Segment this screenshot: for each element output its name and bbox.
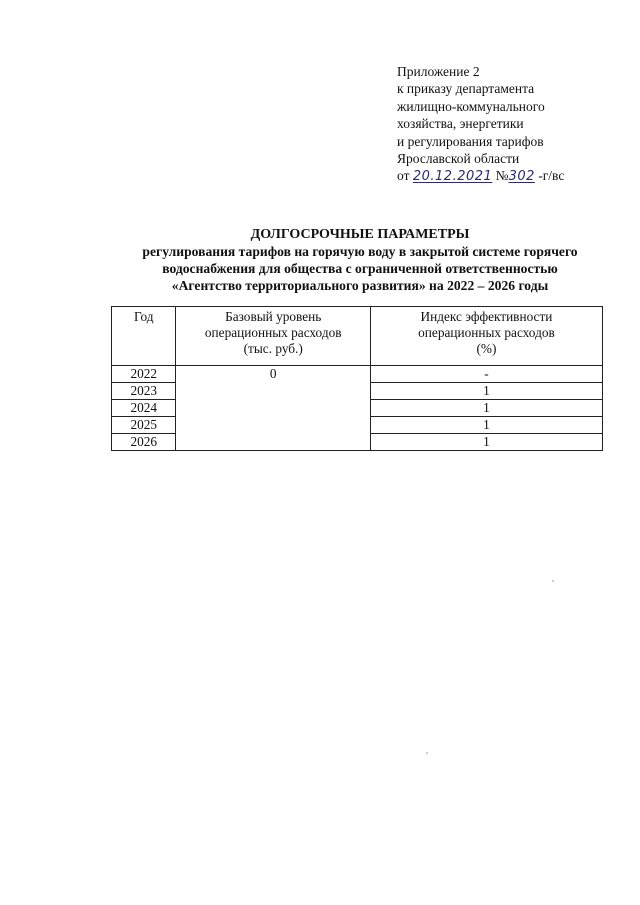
order-date-number-line	[397, 167, 632, 185]
appendix-line: жилищно-коммунального	[397, 98, 545, 114]
year-cell: 2026	[112, 434, 176, 451]
header-text: (тыс. руб.)	[243, 341, 303, 356]
table-row	[112, 366, 603, 383]
scan-speck	[426, 752, 428, 754]
year-cell: 2022	[112, 366, 176, 383]
year-cell: 2023	[112, 383, 176, 400]
appendix-line: Ярославской области	[397, 151, 520, 167]
appendix-block	[397, 63, 632, 186]
order-date: 20.12.2021	[412, 169, 493, 185]
index-cell: 1	[370, 400, 602, 417]
order-number: 302	[508, 169, 535, 185]
year-cell: 2024	[112, 400, 176, 417]
header-text: Базовый уровень	[225, 309, 322, 324]
number-prefix: №	[495, 168, 509, 184]
header-base-level	[176, 307, 370, 366]
scan-speck	[552, 580, 554, 582]
header-text: операционных расходов	[204, 325, 342, 340]
title-heading: ДОЛГОСРОЧНЫЕ ПАРАМЕТРЫ	[250, 227, 470, 242]
title-line: регулирования тарифов на горячую воду в закрытой системе горячего	[142, 244, 578, 259]
header-text: операционных расходов	[418, 325, 555, 340]
date-prefix: от	[397, 168, 410, 184]
header-text: Индекс эффективности	[420, 309, 553, 324]
appendix-line: хозяйства, энергетики	[397, 116, 524, 132]
appendix-line: и регулирования тарифов	[397, 133, 544, 149]
number-suffix: -г/вс	[538, 168, 565, 184]
index-cell: 1	[370, 434, 602, 451]
header-efficiency-index	[370, 307, 602, 366]
title-line: «Агентство территориального развития» на 2022 – 2026 годы	[171, 278, 549, 293]
year-cell: 2025	[112, 417, 176, 434]
appendix-line: к приказу департамента	[397, 81, 535, 97]
title-line: водоснабжения для общества с ограниченной ответственностью	[162, 261, 558, 276]
table-header-row	[112, 307, 603, 366]
document-title	[100, 226, 620, 294]
header-text: (%)	[476, 341, 497, 356]
index-cell: -	[370, 366, 602, 383]
appendix-line: Приложение 2	[397, 64, 480, 79]
parameters-table	[111, 306, 603, 451]
base-level-cell: 0	[176, 366, 370, 451]
index-cell: 1	[370, 417, 602, 434]
index-cell: 1	[370, 383, 602, 400]
header-year: Год	[112, 307, 176, 366]
